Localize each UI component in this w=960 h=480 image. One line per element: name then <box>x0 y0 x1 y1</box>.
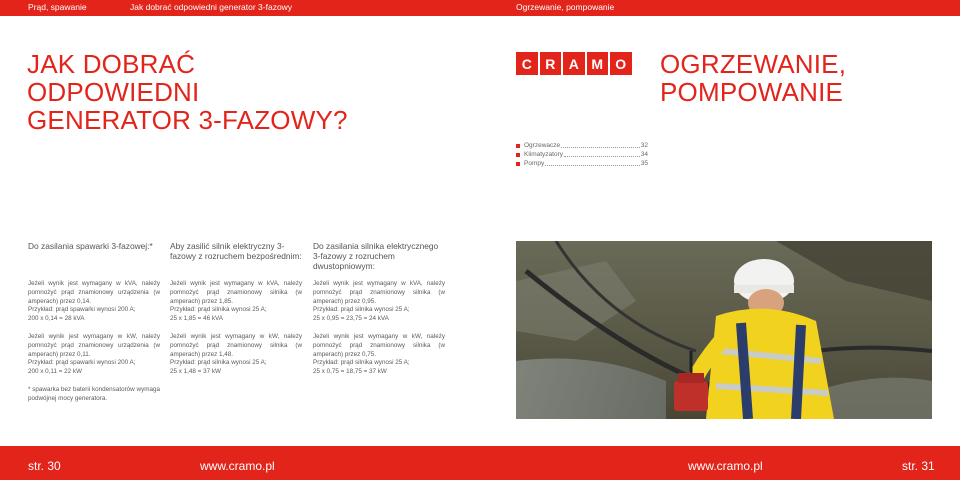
table-of-contents <box>516 141 648 168</box>
kw-instruction: Jeżeli wynik jest wymagany w kW, należy pomnożyć prąd znamionowy silnika (w amperach) przez 0,75. <box>313 332 445 358</box>
kw-example: Przykład: prąd silnika wynosi 25 A; <box>170 359 267 367</box>
kva-example: Przykład: prąd silnika wynosi 25 A; <box>313 306 410 314</box>
logo-letter: O <box>610 52 632 75</box>
two-stage-motor-column <box>313 241 445 377</box>
paragraph-spacer <box>28 324 160 333</box>
toc-item-page: 35 <box>640 160 648 167</box>
kva-example: Przykład: prąd spawarki wynosi 200 A; <box>28 306 136 314</box>
toc-item-page: 32 <box>640 142 648 149</box>
kw-example: Przykład: prąd silnika wynosi 25 A; <box>313 359 410 367</box>
topic-label-left: Jak dobrać odpowiedni generator 3-fazowy <box>130 2 293 12</box>
website-link-left[interactable]: www.cramo.pl <box>200 459 275 473</box>
top-bar <box>0 0 960 16</box>
toc-item[interactable] <box>516 141 648 150</box>
toc-leader-dots <box>561 143 640 148</box>
column-heading: Do zasilania spawarki 3-fazowej:* <box>28 241 153 251</box>
footnote: * spawarka bez baterii kondensatorów wymaga podwójnej mocy generatora. <box>28 385 160 402</box>
left-page-title: JAK DOBRAĆ ODPOWIEDNI GENERATOR 3-FAZOWY? <box>27 49 348 135</box>
toc-item[interactable] <box>516 159 648 168</box>
kw-instruction: Jeżeli wynik jest wymagany w kW, należy pomnożyć prąd znamionowy urządzenia (w amperach) przez 0,11. <box>28 332 160 358</box>
kw-example: Przykład: prąd spawarki wynosi 200 A; <box>28 359 136 367</box>
column-heading: Aby zasilić silnik elektryczny 3-fazowy z rozruchem bezpośrednim: <box>170 241 302 261</box>
paragraph-spacer <box>170 324 302 333</box>
square-bullet-icon <box>516 144 520 148</box>
kva-instruction: Jeżeli wynik jest wymagany w kVA, należy pomnożyć prąd znamionowy silnika (w amperach) przez 0,95. <box>313 280 445 305</box>
square-bullet-icon <box>516 153 520 157</box>
kva-result: 25 x 0,95 = 23,75 = 24 kVA <box>313 315 389 323</box>
logo-letter: C <box>516 52 538 75</box>
toc-item-label: Ogrzewacze <box>524 142 561 149</box>
kw-result: 200 x 0,11 = 22 kW <box>28 368 82 376</box>
section-label-left: Prąd, spawanie <box>28 2 87 12</box>
kw-instruction: Jeżeli wynik jest wymagany w kW, należy pomnożyć prąd znamionowy silnika (w amperach) przez 1,48. <box>170 332 302 358</box>
logo-letter: R <box>540 52 562 75</box>
website-link-right[interactable]: www.cramo.pl <box>688 459 763 473</box>
square-bullet-icon <box>516 162 520 166</box>
logo-letter: A <box>563 52 585 75</box>
column-heading: Do zasilania silnika elektrycznego 3-fazowy z rozruchem dwustopniowym: <box>313 241 439 271</box>
section-label-right: Ogrzewanie, pompowanie <box>516 2 615 12</box>
toc-item-page: 34 <box>640 151 648 158</box>
kva-instruction: Jeżeli wynik jest wymagany w kVA, należy pomnożyć prąd znamionowy silnika (w amperach) przez 1,85. <box>170 280 302 305</box>
worker-with-pump-photo <box>516 241 932 419</box>
kw-result: 25 x 0,75 = 18,75 = 37 kW <box>313 368 387 376</box>
kva-result: 25 x 1,85 = 46 kVA <box>170 315 223 323</box>
cramo-logo <box>516 52 632 75</box>
toc-item-label: Klimatyzatory <box>524 151 564 158</box>
kva-result: 200 x 0,14 = 28 kVA <box>28 315 85 323</box>
page-number-left: str. 30 <box>28 459 61 473</box>
direct-start-motor-column <box>170 241 302 377</box>
logo-letter: M <box>587 52 609 75</box>
toc-leader-dots <box>545 161 640 166</box>
kva-example: Przykład: prąd silnika wynosi 25 A; <box>170 306 267 314</box>
page-number-right: str. 31 <box>902 459 935 473</box>
toc-item[interactable] <box>516 150 648 159</box>
toc-item-label: Pompy <box>524 160 545 167</box>
welder-power-column <box>28 241 160 404</box>
paragraph-spacer <box>313 324 445 333</box>
bottom-bar <box>0 446 960 480</box>
toc-leader-dots <box>564 152 640 157</box>
right-page-title: OGRZEWANIE, POMPOWANIE <box>660 49 847 107</box>
kw-result: 25 x 1,48 = 37 kW <box>170 368 221 376</box>
kva-instruction: Jeżeli wynik jest wymagany w kVA, należy pomnożyć prąd znamionowy urządzenia (w amperach) przez 0,14. <box>28 280 160 305</box>
